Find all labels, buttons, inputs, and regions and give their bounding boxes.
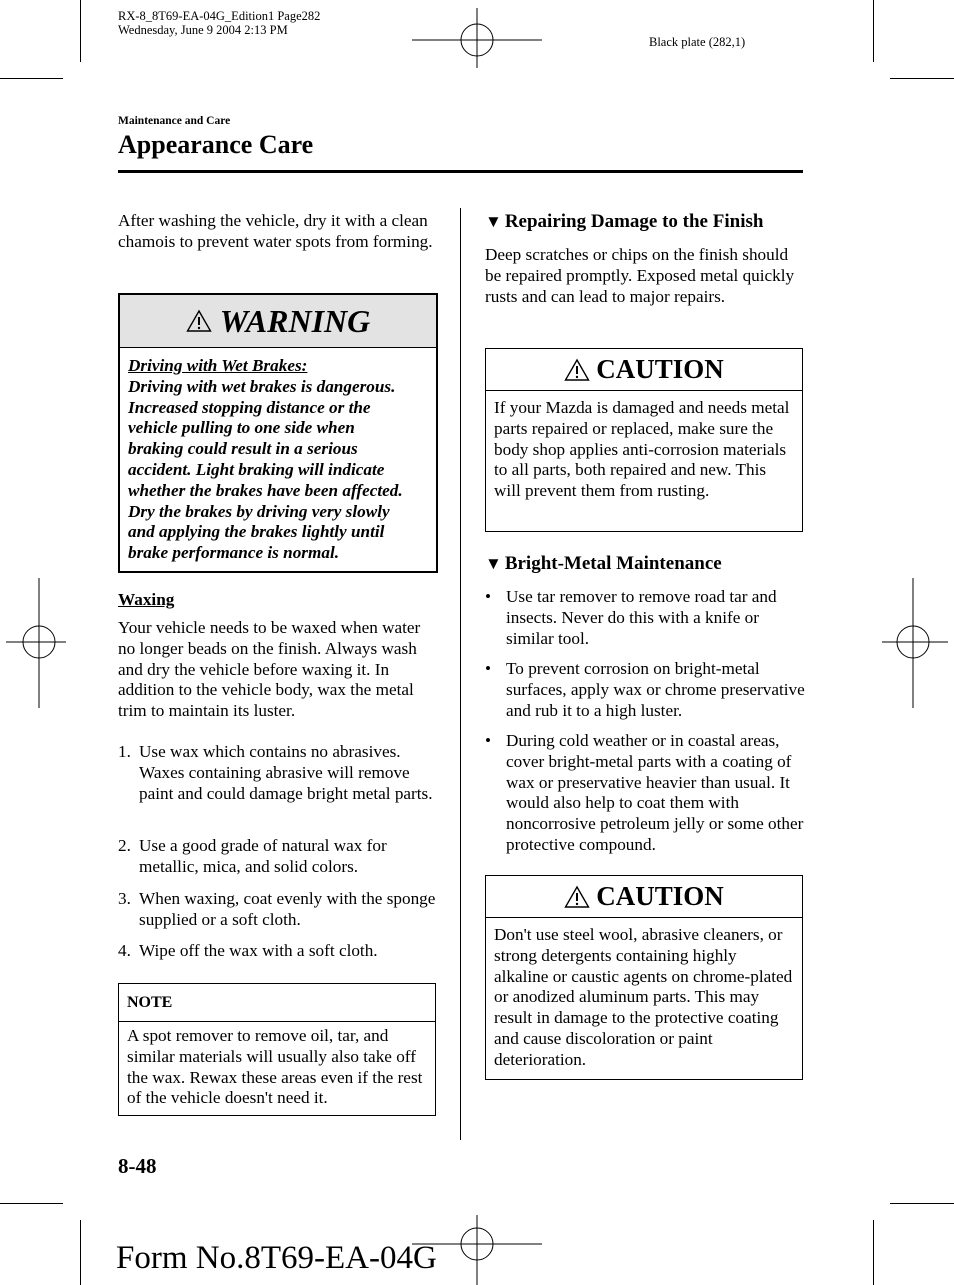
- warning-header: [120, 295, 436, 348]
- warning-triangle-icon: [564, 885, 590, 909]
- crop-mark: [873, 0, 874, 62]
- warning-line: braking could result in a serious: [128, 439, 358, 459]
- warning-triangle-icon: [564, 358, 590, 382]
- bullet-text: Use tar remover to remove road tar and insects. Never do this with a knife or similar tool.: [506, 587, 777, 648]
- crop-mark: [80, 0, 81, 62]
- bullet-icon: •: [485, 659, 492, 678]
- bright-metal-heading-label: Bright-Metal Maintenance: [504, 553, 722, 574]
- triangle-down-icon: ▼: [485, 212, 502, 231]
- print-job-line-2: Wednesday, June 9 2004 2:13 PM: [118, 23, 288, 37]
- step-number: 2.: [118, 836, 131, 855]
- repair-paragraph: Deep scratches or chips on the finish should be repaired promptly. Exposed metal quickly rusts and can lead to major repairs.: [485, 245, 795, 306]
- step-text: Use wax which contains no abrasives. Waxes containing abrasive will remove paint and could damage bright metal parts.: [139, 742, 433, 803]
- warning-line: brake performance is normal.: [128, 543, 340, 563]
- step-number: 4.: [118, 941, 131, 960]
- list-item: [118, 941, 438, 962]
- list-item: [485, 587, 805, 649]
- step-text: Use a good grade of natural wax for metallic, mica, and solid colors.: [139, 836, 387, 876]
- registration-mark-icon: [882, 578, 948, 708]
- note-text: A spot remover to remove oil, tar, and similar materials will usually also take off the wax. Rewax these areas even if the rest of the vehicle doesn't need it.: [127, 1026, 423, 1108]
- warning-subtitle: Driving with Wet Brakes:: [128, 356, 308, 375]
- caution-box: [485, 875, 803, 1080]
- warning-body: [120, 348, 436, 564]
- page-number: 8-48: [118, 1154, 157, 1178]
- note-title: NOTE: [119, 984, 435, 1022]
- caution-title: CAUTION: [596, 354, 724, 384]
- bullet-icon: •: [485, 587, 492, 606]
- bullet-text: During cold weather or in coastal areas, cover bright-metal parts with a coating of wax or preservative heavier than usual. It would also help to coat them with noncorrosive petroleum jelly or some other protective compound.: [506, 731, 804, 854]
- warning-triangle-icon: [186, 309, 212, 333]
- caution-header: [486, 876, 802, 918]
- step-text: Wipe off the wax with a soft cloth.: [139, 941, 378, 960]
- step-number: 1.: [118, 742, 131, 761]
- list-item: [485, 659, 805, 721]
- warning-title: WARNING: [219, 302, 371, 339]
- bullet-icon: •: [485, 731, 492, 750]
- repair-heading-label: Repairing Damage to the Finish: [504, 211, 764, 232]
- crop-mark: [80, 1220, 81, 1285]
- warning-line: Dry the brakes by driving very slowly: [128, 501, 390, 521]
- bright-metal-heading: [485, 553, 722, 575]
- page-title: Appearance Care: [118, 130, 314, 159]
- warning-box: [118, 293, 438, 573]
- caution-text: Don't use steel wool, abrasive cleaners, or strong detergents containing highly alkaline or caustic agents on chrome-plated or anodized aluminum parts. This may result in damage to the protective coating and cause discoloration or paint deterioration.: [494, 925, 793, 1069]
- crop-mark: [873, 1220, 874, 1285]
- print-job-info: [118, 9, 320, 37]
- list-item: [485, 731, 805, 856]
- bullet-text: To prevent corrosion on bright-metal surfaces, apply wax or chrome preservative and rub it to a high luster.: [506, 659, 805, 720]
- warning-line: Driving with wet brakes is dangerous.: [128, 376, 396, 396]
- crop-mark: [0, 1203, 63, 1204]
- title-rule: [118, 170, 803, 173]
- caution-box: [485, 348, 803, 532]
- list-item: [118, 836, 438, 878]
- caution-title: CAUTION: [596, 881, 724, 911]
- warning-line: vehicle pulling to one side when: [128, 418, 355, 438]
- column-divider: [460, 208, 461, 1140]
- step-number: 3.: [118, 889, 131, 908]
- registration-mark-icon: [412, 8, 542, 68]
- step-text: When waxing, coat evenly with the sponge supplied or a soft cloth.: [139, 889, 436, 929]
- crop-mark: [0, 78, 63, 79]
- print-job-line-1: RX-8_8T69-EA-04G_Edition1 Page282: [118, 9, 321, 23]
- section-label: Maintenance and Care: [118, 115, 231, 127]
- crop-mark: [890, 78, 954, 79]
- intro-paragraph: After washing the vehicle, dry it with a clean chamois to prevent water spots from forming.: [118, 211, 433, 251]
- registration-mark-icon: [6, 578, 66, 708]
- waxing-heading: Waxing: [118, 590, 175, 609]
- caution-header: [486, 349, 802, 391]
- note-box: [118, 983, 436, 1116]
- warning-line: Increased stopping distance or the: [128, 397, 371, 417]
- list-item: [118, 889, 438, 931]
- form-number: Form No.8T69-EA-04G: [116, 1240, 437, 1276]
- warning-line: accident. Light braking will indicate: [128, 459, 385, 479]
- plate-label: Black plate (282,1): [649, 35, 746, 49]
- crop-mark: [890, 1203, 954, 1204]
- caution-text: If your Mazda is damaged and needs metal parts repaired or replaced, make sure the body shop applies anti-corrosion materials to all parts, both repaired and new. This will prevent them from rusting.: [494, 398, 790, 501]
- warning-line: whether the brakes have been affected.: [128, 480, 403, 500]
- waxing-intro: Your vehicle needs to be waxed when water no longer beads on the finish. Always wash and dry the vehicle before waxing it. In addition to the vehicle body, wax the metal trim to maintain its luster.: [118, 618, 421, 721]
- list-item: [118, 742, 438, 804]
- triangle-down-icon: ▼: [485, 554, 502, 573]
- repair-heading: [485, 211, 763, 233]
- warning-line: and applying the brakes lightly until: [128, 522, 385, 542]
